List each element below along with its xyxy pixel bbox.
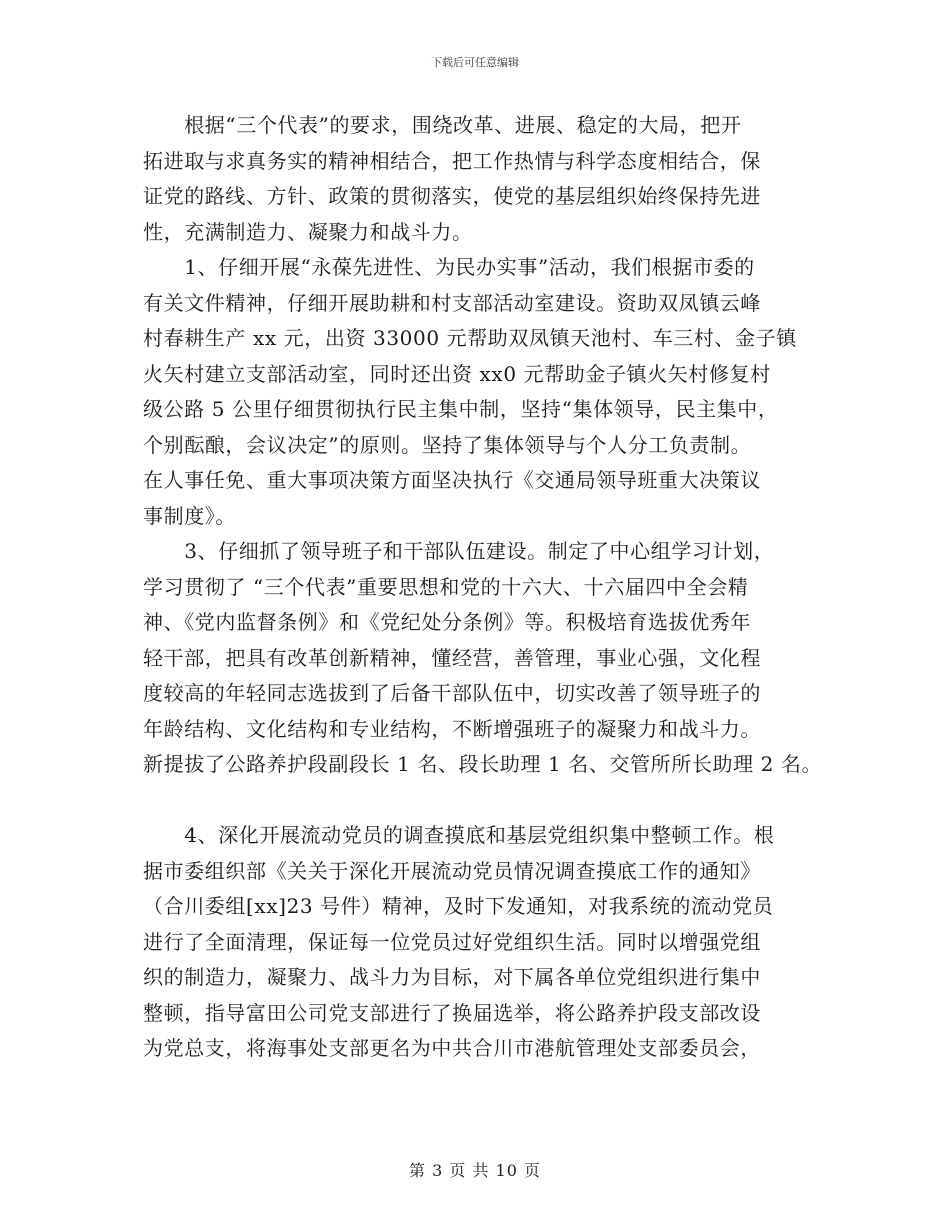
text-line: 为党总支，将海事处支部更名为中共合川市港航管理处支部委员会， xyxy=(143,1036,761,1060)
text-line: 学习贯彻了 “三个代表”重要思想和党的十六大、十六届四中全会精 xyxy=(143,575,749,599)
text-line: 村春耕生产 xx 元，出资 33000 元帮助双凤镇天池村、车三村、金子镇 xyxy=(143,326,797,350)
text-line: 事制度》。 xyxy=(143,504,236,528)
text-line: 轻干部，把具有改革创新精神，懂经营，善管理，事业心强，文化程 xyxy=(143,646,761,670)
text-line: （合川委组[xx]23 号件）精神，及时下发通知，对我系统的流动党员 xyxy=(143,894,774,918)
page-footer: 第 3 页 共 10 页 xyxy=(409,1161,541,1180)
text-line: 级公路 5 公里仔细贯彻执行民主集中制，坚持“集体领导，民主集中， xyxy=(143,397,779,421)
text-line: 1、仔细开展“永葆先进性、为民办实事”活动，我们根据市委的 xyxy=(143,255,755,279)
text-line: 新提拔了公路养护段副段长 1 名、段长助理 1 名、交管所所长助理 2 名。 xyxy=(143,752,823,776)
text-line: 据市委组织部《关关于深化开展流动党员情况调查摸底工作的通知》 xyxy=(143,859,761,883)
page-header: 下载后可任意编辑 xyxy=(431,56,519,69)
text-line: 火矢村建立支部活动室，同时还出资 xx0 元帮助金子镇火矢村修复村 xyxy=(143,362,771,386)
text-line: 整顿，指导富田公司党支部进行了换届选举，将公路养护段支部改设 xyxy=(143,1001,761,1025)
text-line: 4、深化开展流动党员的调查摸底和基层党组织集中整顿工作。根 xyxy=(143,823,775,847)
text-line: 性，充满制造力、凝聚力和战斗力。 xyxy=(143,220,473,244)
text-line: 根据“三个代表”的要求，围绕改革、进展、稳定的大局，把开 xyxy=(143,113,742,137)
text-line: 织的制造力，凝聚力、战斗力为目标，对下属各单位党组织进行集中 xyxy=(143,965,761,989)
text-line: 神、《党内监督条例》和《党纪处分条例》等。积极培育选拔优秀年 xyxy=(143,610,751,634)
text-line: 年龄结构、文化结构和专业结构，不断增强班子的凝聚力和战斗力。 xyxy=(143,717,761,741)
text-line: 在人事任免、重大事项决策方面坚决执行《交通局领导班重大决策议 xyxy=(143,468,761,492)
text-line: 有关文件精神，仔细开展助耕和村支部活动室建设。资助双凤镇云峰 xyxy=(143,291,761,315)
text-line: 个别酝酿，会议决定”的原则。坚持了集体领导与个人分工负责制。 xyxy=(143,433,752,457)
text-line: 度较高的年轻同志选拔到了后备干部队伍中，切实改善了领导班子的 xyxy=(143,681,761,705)
text-line: 证党的路线、方针、政策的贯彻落实，使党的基层组织始终保持先进 xyxy=(143,184,761,208)
text-line: 3、仔细抓了领导班子和干部队伍建设。制定了中心组学习计划， xyxy=(143,539,775,563)
text-line: 进行了全面清理，保证每一位党员过好党组织生活。同时以增强党组 xyxy=(143,930,761,954)
text-line: 拓进取与求真务实的精神相结合，把工作热情与科学态度相结合，保 xyxy=(143,149,761,173)
